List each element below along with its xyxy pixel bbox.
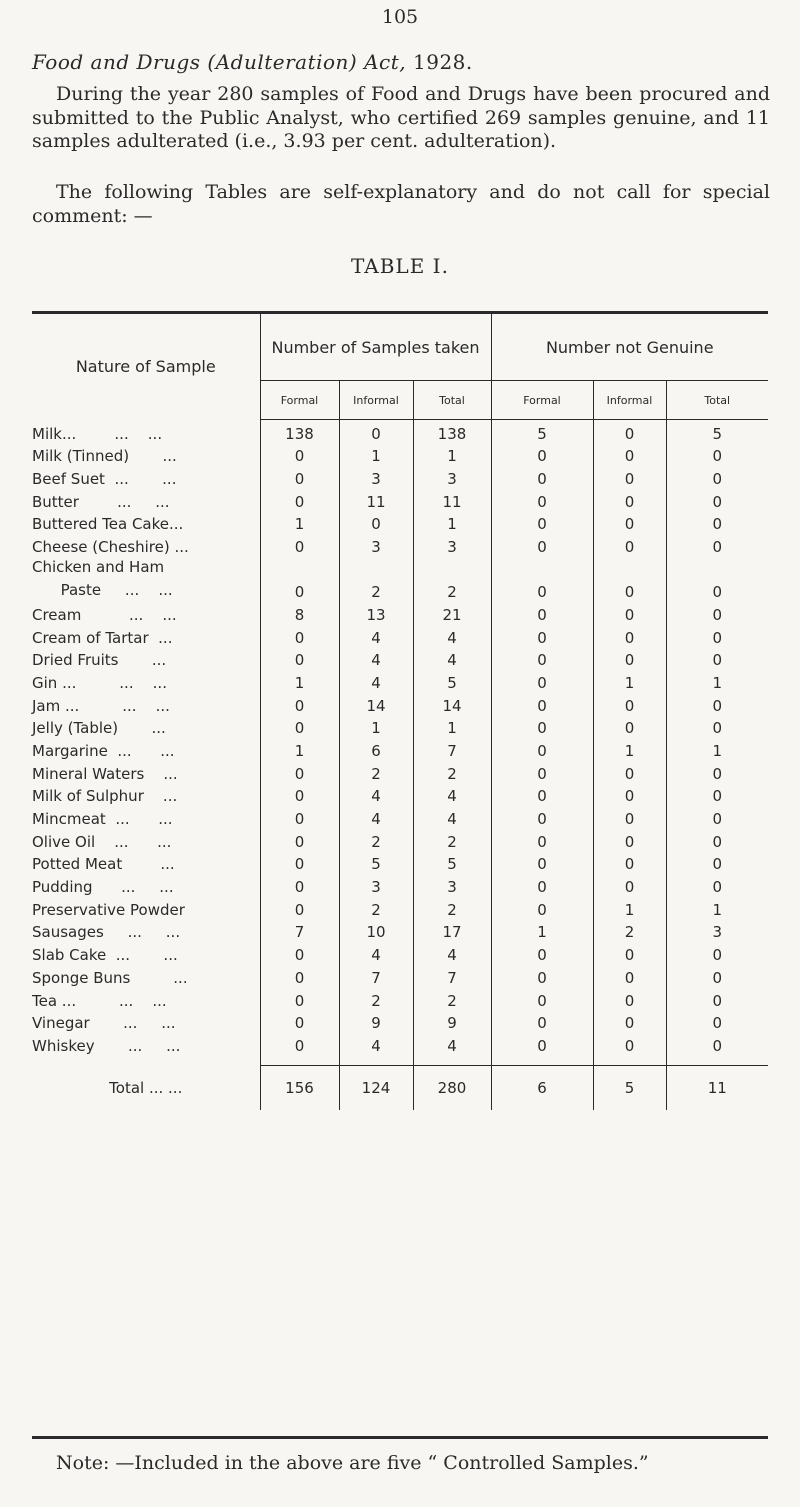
sample-count: 0 [260,488,339,511]
table-row [32,715,768,738]
sample-count: 1 [260,511,339,534]
table-bottom-rule [32,1436,768,1439]
samples-table [32,314,768,1110]
sample-count: 4 [413,647,491,670]
sample-count: 0 [593,488,666,511]
sample-count: 1 [593,896,666,919]
table-row [32,896,768,919]
sample-count: 0 [491,669,593,692]
sample-name: Dried Fruits ... [32,651,167,670]
sample-count: 0 [491,443,593,466]
sample-count: 11 [339,488,413,511]
sample-count: 0 [260,465,339,488]
sample-name: Slab Cake ... ... [32,946,178,965]
sample-count: 0 [593,873,666,896]
sample-count: 2 [339,896,413,919]
sample-count: 0 [593,828,666,851]
sample-count: 0 [666,805,768,828]
sample-name: Sponge Buns ... [32,968,188,987]
sample-count: 3 [339,873,413,896]
sample-count: 2 [413,556,491,601]
sample-count: 1 [413,443,491,466]
sample-count: 13 [339,601,413,624]
sample-name: Jam ... ... ... [32,696,170,715]
sample-count: 7 [413,964,491,987]
sample-count: 21 [413,601,491,624]
sample-count: 0 [260,896,339,919]
sample-name: Olive Oil ... ... [32,832,172,851]
total-value: 5 [593,1065,666,1110]
heading-act-title: Food and Drugs (Adulteration) Act, [32,50,407,74]
table-row [32,851,768,874]
sample-count: 0 [666,1010,768,1033]
spacer-cell [339,1055,413,1066]
sample-count: 7 [260,919,339,942]
sample-count: 0 [260,987,339,1010]
spacer-cell [413,1055,491,1066]
sample-count: 0 [339,511,413,534]
spacer-cell [260,1055,339,1066]
table-row [32,828,768,851]
sample-count: 3 [413,465,491,488]
sample-count: 0 [260,692,339,715]
table-body [32,420,768,1066]
sample-count: 0 [666,624,768,647]
sample-count: 2 [339,828,413,851]
table-row [32,624,768,647]
sample-count: 0 [593,851,666,874]
sample-count: 0 [666,964,768,987]
sample-count: 0 [491,828,593,851]
sample-count: 0 [491,851,593,874]
sample-count: 11 [413,488,491,511]
table-row [32,760,768,783]
sample-count: 2 [413,896,491,919]
col-header-not-genuine: Number not Genuine [491,314,768,381]
sample-count: 0 [491,601,593,624]
sample-count: 0 [491,556,593,601]
sample-count: 0 [260,964,339,987]
table-row [32,987,768,1010]
table-row [32,964,768,987]
table-row [32,488,768,511]
table-total-row [32,1065,768,1110]
sample-count: 2 [593,919,666,942]
sample-count: 0 [593,805,666,828]
sample-count: 9 [339,1010,413,1033]
sample-count: 0 [593,601,666,624]
section-heading [32,50,473,74]
sample-count: 4 [339,783,413,806]
sample-count: 1 [413,511,491,534]
sample-count: 0 [666,715,768,738]
sample-count: 0 [491,805,593,828]
sample-count: 0 [491,760,593,783]
sample-count: 2 [413,828,491,851]
heading-year: 1928. [406,50,473,74]
sub-header-informal: Informal [593,381,666,420]
sample-name: Mineral Waters ... [32,764,178,783]
sample-count: 0 [593,443,666,466]
sample-count: 1 [413,715,491,738]
table-row [32,420,768,443]
sample-count: 6 [339,737,413,760]
table-row [32,1032,768,1055]
sample-count: 1 [666,737,768,760]
sample-count: 0 [593,941,666,964]
sample-count: 0 [491,896,593,919]
sample-count: 0 [260,715,339,738]
sample-count: 0 [491,692,593,715]
sample-count: 4 [413,783,491,806]
sample-count: 0 [491,783,593,806]
sample-count: 0 [666,601,768,624]
sample-count: 0 [260,443,339,466]
spacer-cell [32,1055,260,1066]
sample-count: 0 [491,511,593,534]
sample-count: 0 [593,556,666,601]
sample-count: 4 [413,805,491,828]
sample-count: 0 [491,941,593,964]
sample-count: 2 [339,556,413,601]
sample-count: 0 [593,692,666,715]
sample-name: Vinegar ... ... [32,1014,176,1033]
sample-count: 0 [491,737,593,760]
sample-count: 0 [593,533,666,556]
sample-count: 0 [593,1032,666,1055]
sample-count: 0 [260,647,339,670]
sample-count: 0 [260,805,339,828]
total-value: 156 [260,1065,339,1110]
sample-count: 4 [413,1032,491,1055]
table-row [32,873,768,896]
sample-name: Potted Meat ... [32,855,175,874]
sample-count: 7 [413,737,491,760]
sample-name: Buttered Tea Cake... [32,515,184,534]
sample-count: 3 [413,873,491,896]
table-row [32,601,768,624]
sample-count: 0 [260,533,339,556]
table-row [32,1010,768,1033]
sample-name: Milk of Sulphur ... [32,787,178,806]
sample-count: 1 [666,669,768,692]
sample-count: 0 [491,1032,593,1055]
sample-count: 0 [260,941,339,964]
sample-count: 1 [593,669,666,692]
sample-count: 0 [491,987,593,1010]
spacer-cell [666,1055,768,1066]
sample-name: Tea ... ... ... [32,991,167,1010]
total-label: Total ... ... [109,1078,183,1097]
sample-count: 4 [339,1032,413,1055]
sample-count: 5 [413,851,491,874]
sample-count: 0 [666,873,768,896]
sample-name: Margarine ... ... [32,741,175,760]
table-row [32,919,768,942]
sample-count: 4 [413,941,491,964]
sample-name: Jelly (Table) ... [32,719,166,738]
sample-count: 4 [339,941,413,964]
sample-count: 17 [413,919,491,942]
sample-count: 0 [491,488,593,511]
sample-count: 8 [260,601,339,624]
sample-count: 1 [666,896,768,919]
sample-count: 0 [593,420,666,443]
total-value: 124 [339,1065,413,1110]
col-header-nature: Nature of Sample [75,357,216,377]
sample-name: Cheese (Cheshire) ... [32,538,189,557]
sample-count: 0 [339,420,413,443]
total-value: 11 [666,1065,768,1110]
sample-count: 0 [666,556,768,601]
sample-count: 1 [339,715,413,738]
sample-count: 0 [666,851,768,874]
table-row [32,737,768,760]
sample-name: Milk (Tinned) ... [32,447,177,466]
sample-count: 0 [666,488,768,511]
tables-comment-paragraph: The following Tables are self-explanatory and do not call for special comment: — [32,181,770,227]
sample-count: 0 [666,1032,768,1055]
table-row [32,465,768,488]
sample-count: 0 [666,511,768,534]
sample-count: 7 [339,964,413,987]
sample-count: 0 [666,692,768,715]
sample-count: 0 [260,760,339,783]
table-row [32,692,768,715]
controlled-samples-note: Note: —Included in the above are five “ Controlled Samples.” [56,1452,649,1474]
sample-count: 0 [666,760,768,783]
sample-count: 5 [339,851,413,874]
sample-count: 0 [260,873,339,896]
sub-header-total: Total [413,381,491,420]
page-number: 105 [381,6,419,28]
sample-count: 1 [260,737,339,760]
sample-count: 0 [491,964,593,987]
total-value: 6 [491,1065,593,1110]
sample-count: 2 [413,987,491,1010]
sample-count: 0 [491,715,593,738]
sample-count: 0 [260,851,339,874]
sample-name: Cream ... ... [32,605,177,624]
sample-count: 1 [491,919,593,942]
sample-count: 0 [593,964,666,987]
sample-count: 0 [593,783,666,806]
sample-count: 138 [260,420,339,443]
sample-name: Pudding ... ... [32,878,174,897]
sample-count: 0 [593,465,666,488]
table-row [32,647,768,670]
sample-name: Sausages ... ... [32,923,181,942]
sample-count: 5 [413,669,491,692]
sample-count: 3 [413,533,491,556]
table-row [32,533,768,556]
sample-count: 0 [593,1010,666,1033]
sample-count: 0 [491,533,593,556]
sample-count: 0 [593,624,666,647]
sample-name: Chicken and Ham Paste ... ... [32,558,173,599]
col-header-samples-taken: Number of Samples taken [260,314,491,381]
sample-count: 0 [260,624,339,647]
total-value: 280 [413,1065,491,1110]
spacer-cell [491,1055,593,1066]
sample-count: 14 [413,692,491,715]
sample-count: 3 [666,919,768,942]
sample-name: Beef Suet ... ... [32,470,177,489]
table-row [32,443,768,466]
sample-count: 0 [260,783,339,806]
sample-count: 0 [491,1010,593,1033]
sample-count: 0 [593,647,666,670]
sample-name: Whiskey ... ... [32,1036,181,1055]
table-row [32,783,768,806]
table-caption: TABLE I. [351,254,449,278]
sample-count: 4 [413,624,491,647]
sub-header-total: Total [666,381,768,420]
sample-name: Preservative Powder [32,900,185,919]
sample-count: 2 [339,760,413,783]
sub-header-formal: Formal [491,381,593,420]
table-row [32,669,768,692]
sample-count: 1 [260,669,339,692]
sample-count: 3 [339,533,413,556]
table-row [32,511,768,534]
sample-name: Butter ... ... [32,492,170,511]
sample-count: 0 [666,647,768,670]
sample-count: 0 [260,828,339,851]
sample-count: 0 [666,443,768,466]
sample-count: 0 [260,1010,339,1033]
sample-count: 10 [339,919,413,942]
sample-count: 4 [339,669,413,692]
table-row [32,941,768,964]
sample-count: 0 [666,533,768,556]
sample-name: Milk... ... ... [32,424,163,443]
sample-count: 14 [339,692,413,715]
table-group-header-row [32,314,768,381]
sample-count: 0 [593,987,666,1010]
sample-count: 9 [413,1010,491,1033]
sample-count: 3 [339,465,413,488]
table-spacer-row [32,1055,768,1066]
sample-count: 0 [666,465,768,488]
sample-count: 0 [260,1032,339,1055]
sample-count: 0 [593,511,666,534]
sample-count: 1 [593,737,666,760]
sample-name: Gin ... ... ... [32,673,167,692]
sample-count: 4 [339,647,413,670]
sample-count: 1 [339,443,413,466]
sample-count: 0 [593,760,666,783]
sample-count: 5 [491,420,593,443]
sample-name: Mincmeat ... ... [32,810,173,828]
table-row [32,556,768,601]
sample-count: 4 [339,624,413,647]
sample-count: 0 [593,715,666,738]
spacer-cell [593,1055,666,1066]
intro-paragraph: During the year 280 samples of Food and Drugs have been procured and submitted to the Public Analyst, who certified 269 samples genuine, and 11 samples adulterated (i.e., 3.93 per cent. adulteration). [32,83,770,152]
sample-count: 138 [413,420,491,443]
sample-count: 0 [491,465,593,488]
sample-count: 5 [666,420,768,443]
sample-count: 0 [666,783,768,806]
sample-count: 2 [413,760,491,783]
sample-count: 4 [339,805,413,828]
sample-count: 0 [491,873,593,896]
sub-header-informal: Informal [339,381,413,420]
sample-name: Cream of Tartar ... [32,628,173,647]
sample-count: 0 [260,556,339,601]
sample-count: 0 [491,647,593,670]
sample-count: 0 [666,987,768,1010]
table-row [32,805,768,828]
sample-count: 0 [666,941,768,964]
sample-count: 0 [666,828,768,851]
sample-count: 2 [339,987,413,1010]
sample-count: 0 [491,624,593,647]
sub-header-formal: Formal [260,381,339,420]
